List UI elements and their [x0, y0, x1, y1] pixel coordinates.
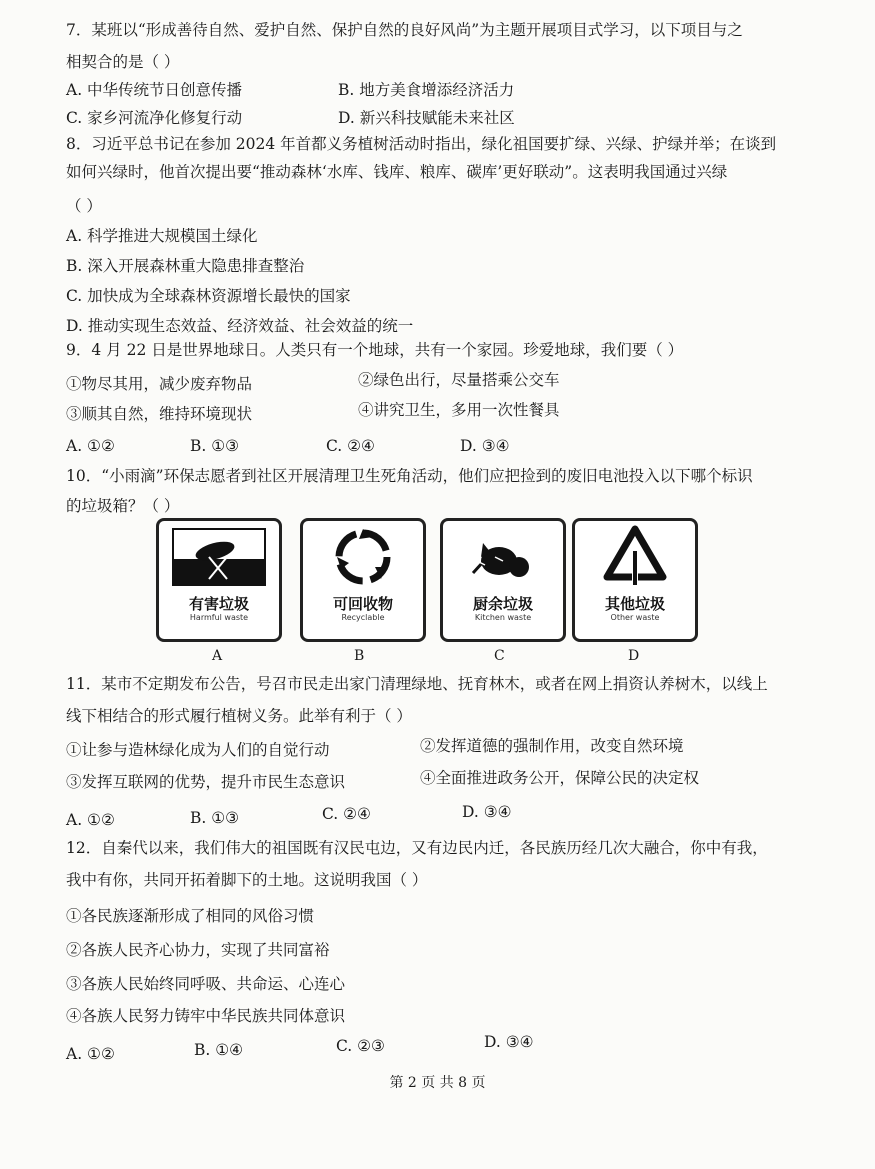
- q7-stem-line1: 7．某班以“形成善待自然、爱护自然、保护自然的良好风尚”为主题开展项目式学习，以下项目与之: [66, 21, 743, 39]
- q11-option-a: A. ①②: [66, 811, 115, 829]
- q8-stem-line2: 如何兴绿时，他首次提出要“推动森林‘水库、钱库、粮库、碳库’更好联动”。这表明我国通过兴绿: [66, 163, 728, 181]
- q9-stem: 9．4 月 22 日是世界地球日。人类只有一个地球，共有一个家园。珍爱地球，我们要（ ）: [66, 341, 684, 359]
- other-waste-icon: [575, 521, 695, 591]
- q11-option-b: B. ①③: [190, 809, 240, 827]
- q7-option-a: A. 中华传统节日创意传播: [66, 81, 243, 99]
- recyclable-sublabel: Recyclable: [341, 613, 385, 622]
- page-number: 第 2 页 共 8 页: [389, 1075, 486, 1091]
- fish-bone-icon: [443, 521, 563, 591]
- recyclable-label: 可回收物: [332, 595, 393, 613]
- q9-option-c: C. ②④: [326, 437, 375, 455]
- q12-option-d: D. ③④: [484, 1033, 534, 1051]
- q7-option-c: C. 家乡河流净化修复行动: [66, 109, 243, 127]
- q11-statement-2: ②发挥道德的强制作用，改变自然环境: [420, 737, 684, 755]
- kitchen-waste-sublabel: Kitchen waste: [474, 613, 532, 622]
- q12-statement-1: ①各民族逐渐形成了相同的风俗习惯: [66, 907, 315, 925]
- harmful-waste-sign: [156, 518, 282, 642]
- other-waste-sublabel: Other waste: [610, 613, 660, 622]
- q9-option-d: D. ③④: [460, 437, 510, 455]
- sign-c-letter: C: [494, 648, 505, 664]
- sign-d-letter: D: [628, 648, 640, 664]
- q9-option-a: A. ①②: [66, 437, 115, 455]
- q12-option-a: A. ①②: [66, 1045, 115, 1063]
- q10-stem-line2: 的垃圾箱？（ ）: [66, 497, 180, 515]
- q9-statement-3: ③顺其自然，维持环境现状: [66, 405, 253, 423]
- q8-option-a: A. 科学推进大规模国土绿化: [66, 227, 258, 245]
- sign-b-letter: B: [354, 648, 365, 664]
- q11-option-d: D. ③④: [462, 803, 512, 821]
- other-waste-label: 其他垃圾: [604, 595, 665, 613]
- recycle-icon: [303, 521, 423, 591]
- q11-stem-line1: 11．某市不定期发布公告，号召市民走出家门清理绿地、抚育林木，或者在网上捐资认养树木，以线上: [66, 675, 768, 693]
- q12-statement-4: ④各族人民努力铸牢中华民族共同体意识: [66, 1007, 346, 1025]
- q10-stem-line1: 10．“小雨滴”环保志愿者到社区开展清理卫生死角活动，他们应把捡到的废旧电池投入以下哪个标识: [66, 467, 753, 485]
- q8-option-c: C. 加快成为全球森林资源增长最快的国家: [66, 287, 351, 305]
- q7-option-b: B. 地方美食增添经济活力: [338, 81, 515, 99]
- kitchen-waste-sign: [440, 518, 566, 642]
- q12-statement-2: ②各族人民齐心协力，实现了共同富裕: [66, 941, 330, 959]
- q11-option-c: C. ②④: [322, 805, 371, 823]
- q12-option-b: B. ①④: [194, 1041, 244, 1059]
- harmful-waste-icon: [159, 521, 279, 591]
- q9-option-b: B. ①③: [190, 437, 240, 455]
- kitchen-waste-label: 厨余垃圾: [472, 595, 533, 613]
- q12-stem-line1: 12．自秦代以来，我们伟大的祖国既有汉民屯边，又有边民内迁，各民族历经几次大融合，你中有我，: [66, 839, 768, 857]
- sign-a-letter: A: [212, 648, 223, 664]
- q7-option-d: D. 新兴科技赋能未来社区: [338, 109, 515, 127]
- q11-statement-3: ③发挥互联网的优势，提升市民生态意识: [66, 773, 346, 791]
- q8-stem-line1: 8．习近平总书记在参加 2024 年首都义务植树活动时指出，绿化祖国要扩绿、兴绿、护绿并举；在谈到: [66, 135, 777, 153]
- q8-option-d: D. 推动实现生态效益、经济效益、社会效益的统一: [66, 317, 414, 335]
- other-waste-sign: [572, 518, 698, 642]
- q11-statement-1: ①让参与造林绿化成为人们的自觉行动: [66, 741, 330, 759]
- q7-stem-line2: 相契合的是（ ）: [66, 53, 180, 71]
- q12-statement-3: ③各族人民始终同呼吸、共命运、心连心: [66, 975, 346, 993]
- q9-statement-4: ④讲究卫生，多用一次性餐具: [358, 401, 560, 419]
- q12-stem-line2: 我中有你，共同开拓着脚下的土地。这说明我国（ ）: [66, 871, 428, 889]
- q8-option-b: B. 深入开展森林重大隐患排查整治: [66, 257, 305, 275]
- q9-statement-2: ②绿色出行，尽量搭乘公交车: [358, 371, 560, 389]
- q8-stem-line3: （ ）: [66, 197, 102, 215]
- harmful-waste-label: 有害垃圾: [188, 595, 249, 613]
- q11-stem-line2: 线下相结合的形式履行植树义务。此举有利于（ ）: [66, 707, 412, 725]
- q12-option-c: C. ②③: [336, 1037, 385, 1055]
- q9-statement-1: ①物尽其用，减少废弃物品: [66, 375, 253, 393]
- recyclable-sign: [300, 518, 426, 642]
- q11-statement-4: ④全面推进政务公开，保障公民的决定权: [420, 769, 700, 787]
- harmful-waste-sublabel: Harmful waste: [189, 613, 249, 622]
